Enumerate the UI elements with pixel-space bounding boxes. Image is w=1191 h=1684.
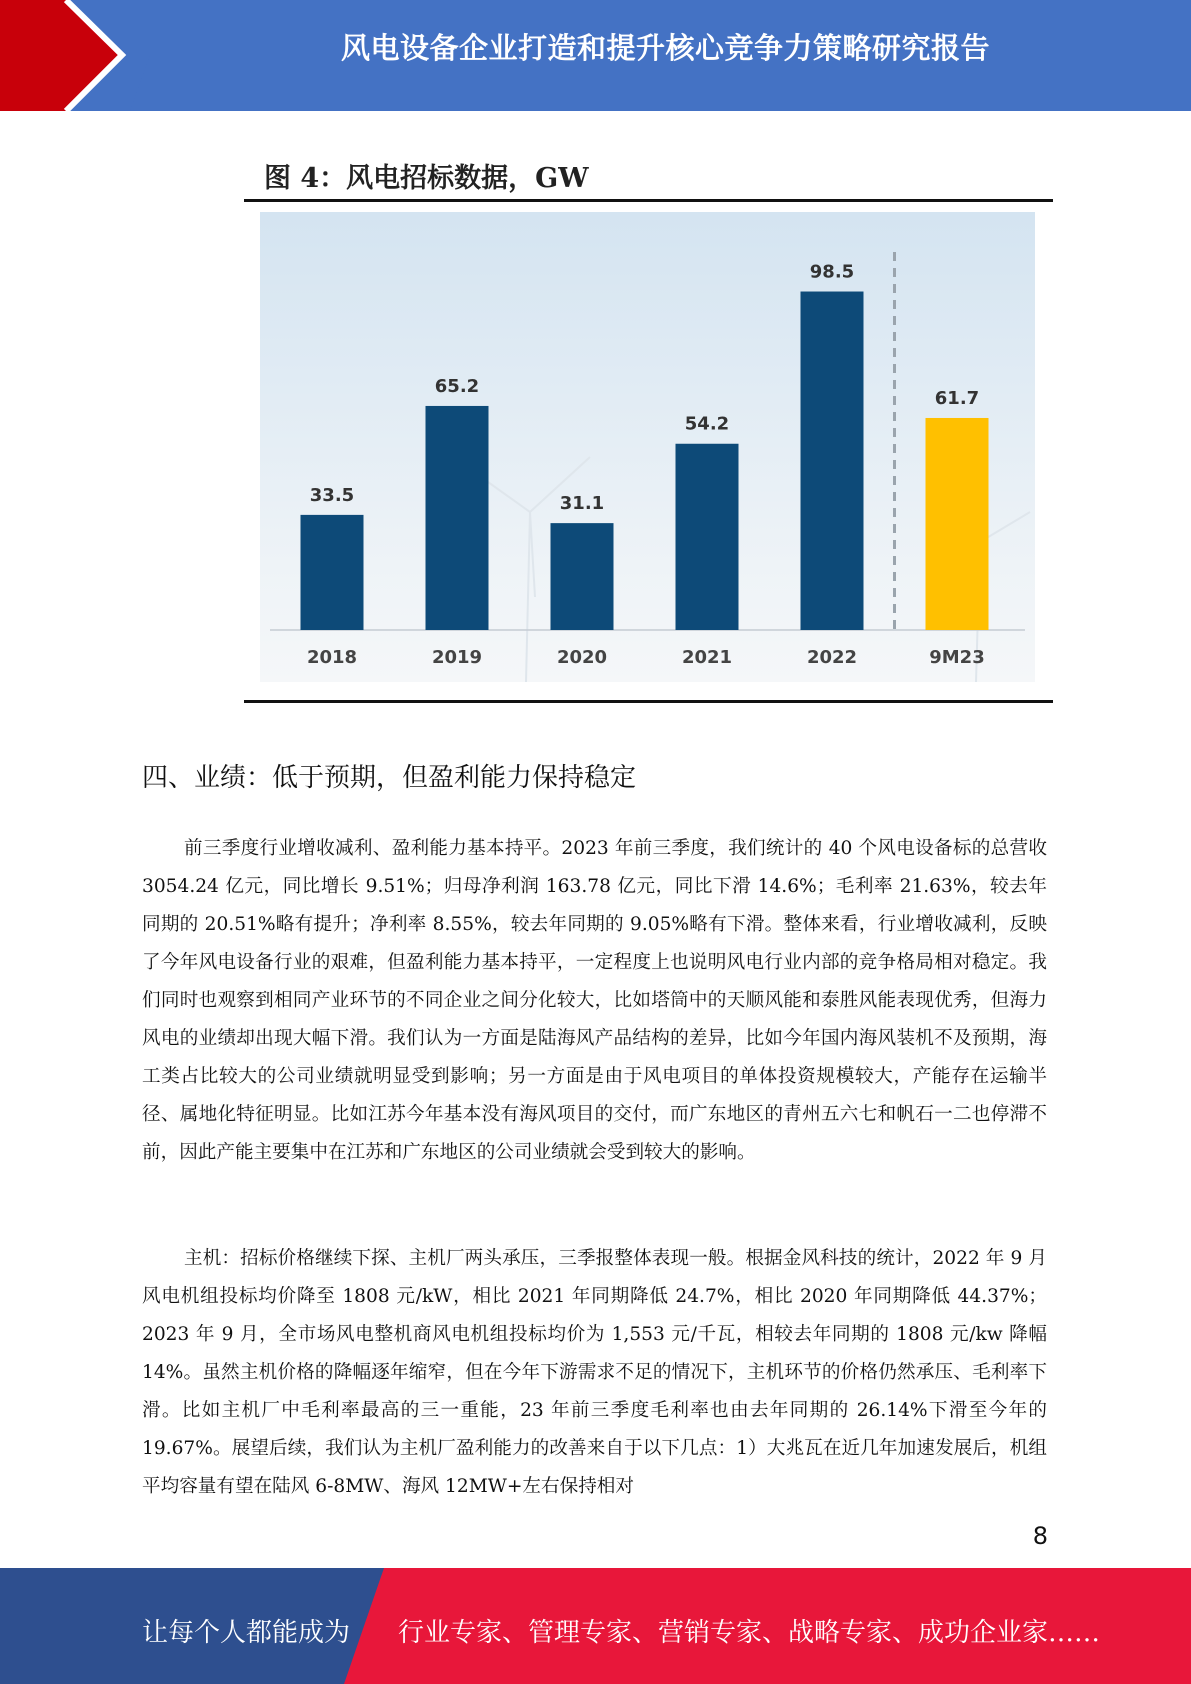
footer-slogan-left: 让每个人都能成为 [142, 1618, 351, 1648]
x-tick-2021: 2021 [681, 647, 733, 668]
bar-2020 [551, 523, 614, 630]
page-number: 8 [1032, 1522, 1048, 1550]
value-label-2022: 98.5 [809, 261, 855, 283]
bar-2022 [801, 292, 864, 630]
bar-9M23 [926, 418, 989, 630]
x-tick-2022: 2022 [806, 647, 858, 668]
value-label-2019: 65.2 [434, 375, 480, 397]
paragraph-2: 主机：招标价格继续下探、主机厂两头承压，三季报整体表现一般。根据金风科技的统计，2022 年 9 月风电机组投标均价降至 1808 元/kW，相比 2021 年同期降低 24.7%，相比 2020 年同期降低 44.37%；2023 年 9 月，全市场风电整机商风电机组投标均价为 1,553 元/千瓦，相较去年同期的 1808 元/kw 降幅 14%。虽然主机价格的降幅逐年缩窄，但在今年下游需求不足的情况下，主机环节的价格仍然承压、毛利率下滑。比如主机厂中毛利率最高的三一重能，23 年前三季度毛利率也由去年同期的 26.14%下滑至今年的 19.67%。展望后续，我们认为主机厂盈利能力的改善来自于以下几点：1）大兆瓦在近几年加速发展后，机组平均容量有望在陆风 6-8MW、海风 12MW+左右保持相对 [142, 1248, 1047, 1497]
value-label-2018: 33.5 [309, 484, 355, 506]
report-title: 风电设备企业打造和提升核心竞争力策略研究报告 [340, 31, 990, 65]
paragraph-1: 前三季度行业增收减利、盈利能力基本持平。2023 年前三季度，我们统计的 40 个风电设备标的总营收 3054.24 亿元，同比增长 9.51%；归母净利润 163.78 亿元，同比下滑 14.6%；毛利率 21.63%，较去年同期的 20.51%略有提升；净利率 8.55%，较去年同期的 9.05%略有下滑。整体来看，行业增收减利，反映了今年风电设备行业的艰难，但盈利能力基本持平，一定程度上也说明风电行业内部的竞争格局相对稳定。我们同时也观察到相同产业环节的不同企业之间分化较大，比如塔筒中的天顺风能和泰胜风能表现优秀，但海力风电的业绩却出现大幅下滑。我们认为一方面是陆海风产品结构的差异，比如今年国内海风装机不及预期，海工类占比较大的公司业绩就明显受到影响；另一方面是由于风电项目的单体投资规模较大，产能存在运输半径、属地化特征明显。比如江苏今年基本没有海风项目的交付，而广东地区的青州五六七和帆石一二也停滞不前，因此产能主要集中在江苏和广东地区的公司业绩就会受到较大的影响。 [142, 838, 1047, 1163]
figure-bottom-rule [244, 700, 1053, 703]
value-label-2020: 31.1 [559, 493, 605, 515]
x-tick-9M23: 9M23 [929, 647, 985, 668]
page-header [0, 0, 1191, 111]
figure-title: 图 4：风电招标数据，GW [264, 163, 589, 194]
chart-background [260, 212, 1035, 682]
x-tick-2020: 2020 [556, 647, 608, 668]
bar-2018 [301, 515, 364, 630]
tender-chart-svg [260, 212, 1035, 682]
x-tick-2018: 2018 [306, 647, 358, 668]
section-heading: 四、业绩：低于预期，但盈利能力保持稳定 [142, 763, 637, 793]
tender-chart [260, 212, 1035, 682]
value-label-9M23: 61.7 [934, 387, 980, 409]
figure-top-rule [244, 199, 1053, 202]
x-tick-2019: 2019 [431, 647, 483, 668]
footer-slogan-right: 行业专家、管理专家、营销专家、战略专家、成功企业家…… [398, 1618, 1101, 1648]
bar-2019 [426, 406, 489, 630]
page-footer [0, 1568, 1191, 1684]
bar-2021 [676, 444, 739, 630]
header-arrow-icon [0, 0, 160, 111]
value-label-2021: 54.2 [684, 413, 730, 435]
